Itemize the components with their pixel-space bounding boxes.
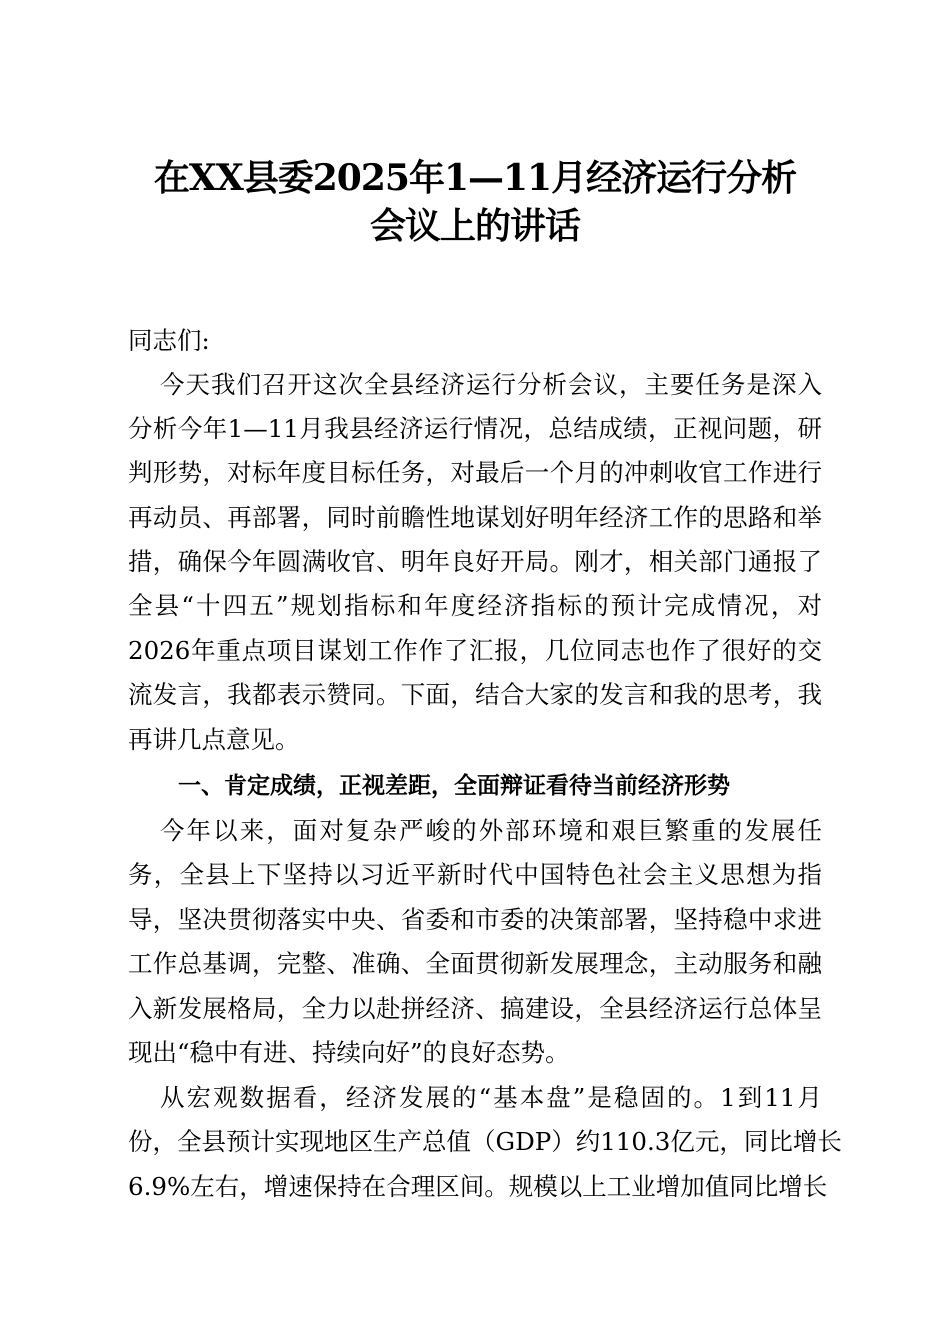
paragraph-line: 2026年重点项目谋划工作作了汇报，几位同志也作了很好的交	[128, 636, 822, 665]
paragraph-line: 全县“十四五”规划指标和年度经济指标的预计完成情况，对	[128, 591, 822, 620]
paragraph-line: 6.9%左右，增速保持在合理区间。规模以上工业增加值同比增长	[128, 1172, 828, 1201]
paragraph-line: 现出“稳中有进、持续向好”的良好态势。	[128, 1038, 570, 1067]
paragraph-line: 入新发展格局，全力以赴拼经济、搞建设，全县经济运行总体呈	[128, 994, 822, 1023]
paragraph-line: 工作总基调，完整、准确、全面贯彻新发展理念，主动服务和融	[128, 949, 822, 978]
paragraph-line: 再讲几点意见。	[128, 725, 300, 754]
paragraph-line: 从宏观数据看，经济发展的“基本盘”是稳固的。1到11月	[160, 1083, 822, 1112]
paragraph-line: 导，坚决贯彻落实中央、省委和市委的决策部署，坚持稳中求进	[128, 905, 822, 934]
paragraph-line: 流发言，我都表示赞同。下面，结合大家的发言和我的思考，我	[128, 680, 822, 709]
paragraph-line: 分析今年1—11月我县经济运行情况，总结成绩，正视问题，研	[128, 414, 822, 443]
paragraph-line: 再动员、再部署，同时前瞻性地谋划好明年经济工作的思路和举	[128, 503, 822, 532]
paragraph-line: 今年以来，面对复杂严峻的外部环境和艰巨繁重的发展任	[160, 816, 822, 845]
paragraph-line: 今天我们召开这次全县经济运行分析会议，主要任务是深入	[160, 370, 822, 399]
document-title-line-2: 会议上的讲话	[369, 205, 580, 247]
salutation: 同志们:	[128, 326, 210, 355]
paragraph-line: 份，全县预计实现地区生产总值（GDP）约110.3亿元，同比增长	[128, 1127, 842, 1156]
section-heading: 一、肯定成绩，正视差距，全面辩证看待当前经济形势	[178, 773, 730, 799]
document-title-line-1: 在XX县委2025年1—11月经济运行分析	[153, 157, 797, 199]
paragraph-line: 务，全县上下坚持以习近平新时代中国特色社会主义思想为指	[128, 860, 822, 889]
paragraph-line: 措，确保今年圆满收官、明年良好开局。刚才，相关部门通报了	[128, 547, 822, 576]
paragraph-line: 判形势，对标年度目标任务，对最后一个月的冲刺收官工作进行	[128, 458, 822, 487]
